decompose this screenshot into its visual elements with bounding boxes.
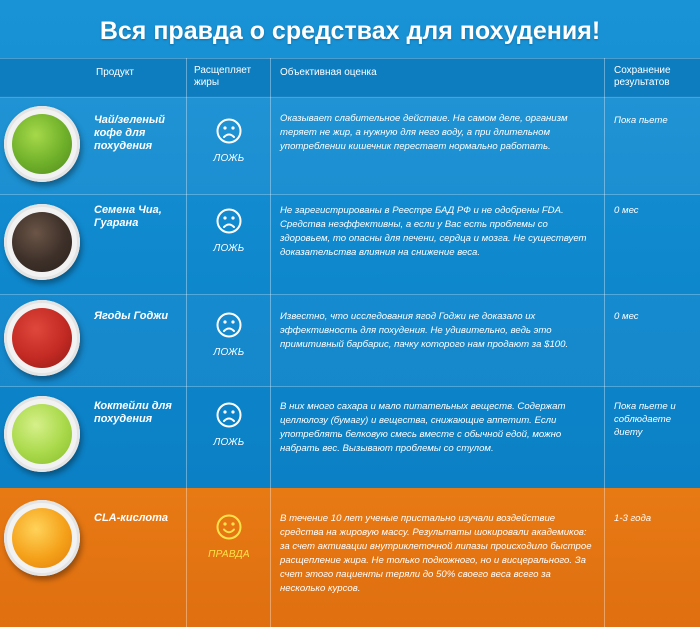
assessment-text: В течение 10 лет ученые пристально изучали воздействие средства на жировую массу. Результаты шокировали академиков: за счет активации внутриклеточной липазы происходило быстрое расщепление жира. Не только подкожного, но и висцерального. За счет этого пациенты теряли до 50% своего веса всего за несколько курсов. <box>280 513 592 594</box>
cla-oil-bowl-image <box>4 500 80 576</box>
sad-face-icon <box>216 312 242 338</box>
assessment-text: Не зарегистрированы в Реестре БАД РФ и не одобрены FDA. Средства неэффективны, а если у Вас есть проблемы со здоровьем, то опасны для печени, сердца и мозга. Не существует доказательства влияния на снижение веса. <box>280 205 587 258</box>
table-row <box>0 386 700 489</box>
header-product: Продукт <box>96 67 134 78</box>
diet-shake-bowl-image <box>4 396 80 472</box>
header-retention: Сохранение результатов <box>614 65 671 88</box>
sad-face-icon <box>216 208 242 234</box>
header-burns-fat: Расщепляет жиры <box>194 65 252 88</box>
sad-face-icon <box>216 118 242 144</box>
verdict-label: ЛОЖЬ <box>213 153 245 164</box>
verdict-cell <box>190 514 268 560</box>
retention-text: 1-3 года <box>614 513 652 524</box>
product-name: Коктейли для похудения <box>94 400 172 425</box>
chia-seeds-bowl-image <box>4 204 80 280</box>
assessment-text: Оказывает слабительное действие. На самом деле, организм теряет не жир, а нужную для него воду, а при длительном употреблении кишечник перестает нормально работать. <box>280 113 568 152</box>
product-name: Семена Чиа, Гуарана <box>94 204 162 229</box>
assessment-text: Известно, что исследования ягод Годжи не доказало их эффективность для похудения. Не удивительно, ведь это примитивный барбарис, пачку которого нам продают за $100. <box>280 311 569 350</box>
column-divider <box>186 58 187 627</box>
table-row <box>0 194 700 295</box>
verdict-label: ЛОЖЬ <box>213 437 245 448</box>
happy-face-icon <box>216 514 242 540</box>
table-row-highlighted <box>0 488 700 627</box>
verdict-cell <box>190 402 268 448</box>
product-name: Чай/зеленый кофе для похудения <box>94 114 165 152</box>
goji-berries-bowl-image <box>4 300 80 376</box>
verdict-label: ПРАВДА <box>208 549 250 560</box>
table-header <box>0 58 700 98</box>
verdict-cell <box>190 118 268 164</box>
verdict-cell <box>190 312 268 358</box>
verdict-cell <box>190 208 268 254</box>
retention-text: Пока пьете и соблюдаете диету <box>614 401 676 438</box>
product-name: CLA-кислота <box>94 512 168 524</box>
product-name: Ягоды Годжи <box>94 310 169 322</box>
page-title: Вся правда о средствах для похудения! <box>99 16 601 45</box>
column-divider <box>270 58 271 627</box>
retention-text: 0 мес <box>614 311 639 322</box>
header-assessment: Объективная оценка <box>280 67 377 78</box>
green-tea-bowl-image <box>4 106 80 182</box>
sad-face-icon <box>216 402 242 428</box>
verdict-label: ЛОЖЬ <box>213 347 245 358</box>
retention-text: Пока пьете <box>614 115 668 126</box>
column-divider <box>604 58 605 627</box>
verdict-label: ЛОЖЬ <box>213 243 245 254</box>
retention-text: 0 мес <box>614 205 639 216</box>
assessment-text: В них много сахара и мало питательных веществ. Содержат целлюлозу (бумагу) и вещества, снижающие аппетит. Если употреблять белковую смесь вместе с обычной едой, можно набрать вес. Вызывают проблемы со стулом. <box>280 401 566 454</box>
table-row <box>0 96 700 195</box>
table-row <box>0 294 700 387</box>
